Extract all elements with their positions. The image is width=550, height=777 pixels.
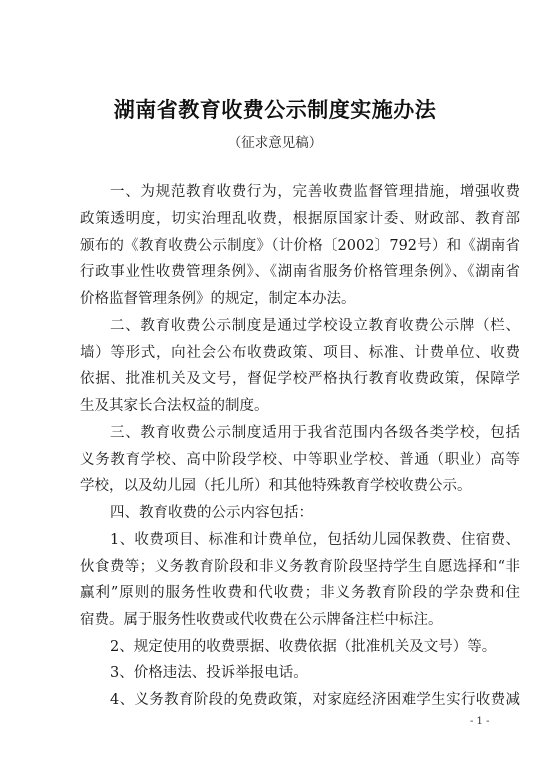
body-line: 一、为规范教育收费行为，完善收费监督管理措施，增强收费 — [110, 184, 520, 200]
body-line: 行政事业性收费管理条例》、《湖南省服务价格管理条例》、《湖南省 — [80, 264, 520, 280]
body-line: 三、教育收费公示制度适用于我省范围内各级各类学校，包括 — [110, 425, 520, 441]
body-line: 义务教育学校、高中阶段学校、中等职业学校、普通（职业）高等 — [80, 452, 520, 468]
document-subtitle: （征求意见稿） — [227, 135, 323, 151]
body-line: 伙食费等；义务教育阶段和非义务教育阶段坚持学生自愿选择和“非 — [80, 559, 520, 575]
body-line: 二、教育收费公示制度是通过学校设立教育收费公示牌（栏、 — [110, 318, 520, 334]
body-line: 宿费。属于服务性收费或代收费在公示牌备注栏中标注。 — [80, 612, 443, 628]
body-line: 3、价格违法、投诉举报电话。 — [110, 665, 308, 681]
document-title: 湖南省教育收费公示制度实施办法 — [113, 98, 437, 122]
body-line: 墙）等形式，向社会公布收费政策、项目、标准、计费单位、收费 — [80, 345, 520, 361]
body-line: 颁布的《教育收费公示制度》（计价格〔2002〕792号）和《湖南省 — [80, 238, 520, 254]
body-line: 价格监督管理条例》的规定，制定本办法。 — [80, 291, 356, 307]
body-line: 4、义务教育阶段的免费政策，对家庭经济困难学生实行收费减 — [110, 692, 520, 708]
body-line: 依据、批准机关及文号，督促学校严格执行教育收费政策，保障学 — [80, 371, 520, 387]
page-number: - 1 - — [470, 716, 490, 727]
body-line: 生及其家长合法权益的制度。 — [80, 398, 269, 414]
body-line: 四、教育收费的公示内容包括： — [110, 505, 313, 521]
body-line: 2、规定使用的收费票据、收费依据（批准机关及文号）等。 — [110, 639, 497, 655]
body-line: 赢利”原则的服务性收费和代收费；非义务教育阶段的学杂费和住 — [80, 585, 520, 601]
body-line: 1、收费项目、标准和计费单位，包括幼儿园保教费、住宿费、 — [110, 532, 520, 548]
body-line: 政策透明度，切实治理乱收费，根据原国家计委、财政部、教育部 — [80, 211, 520, 227]
body-line: 学校，以及幼儿园（托儿所）和其他特殊教育学校收费公示。 — [80, 478, 472, 494]
